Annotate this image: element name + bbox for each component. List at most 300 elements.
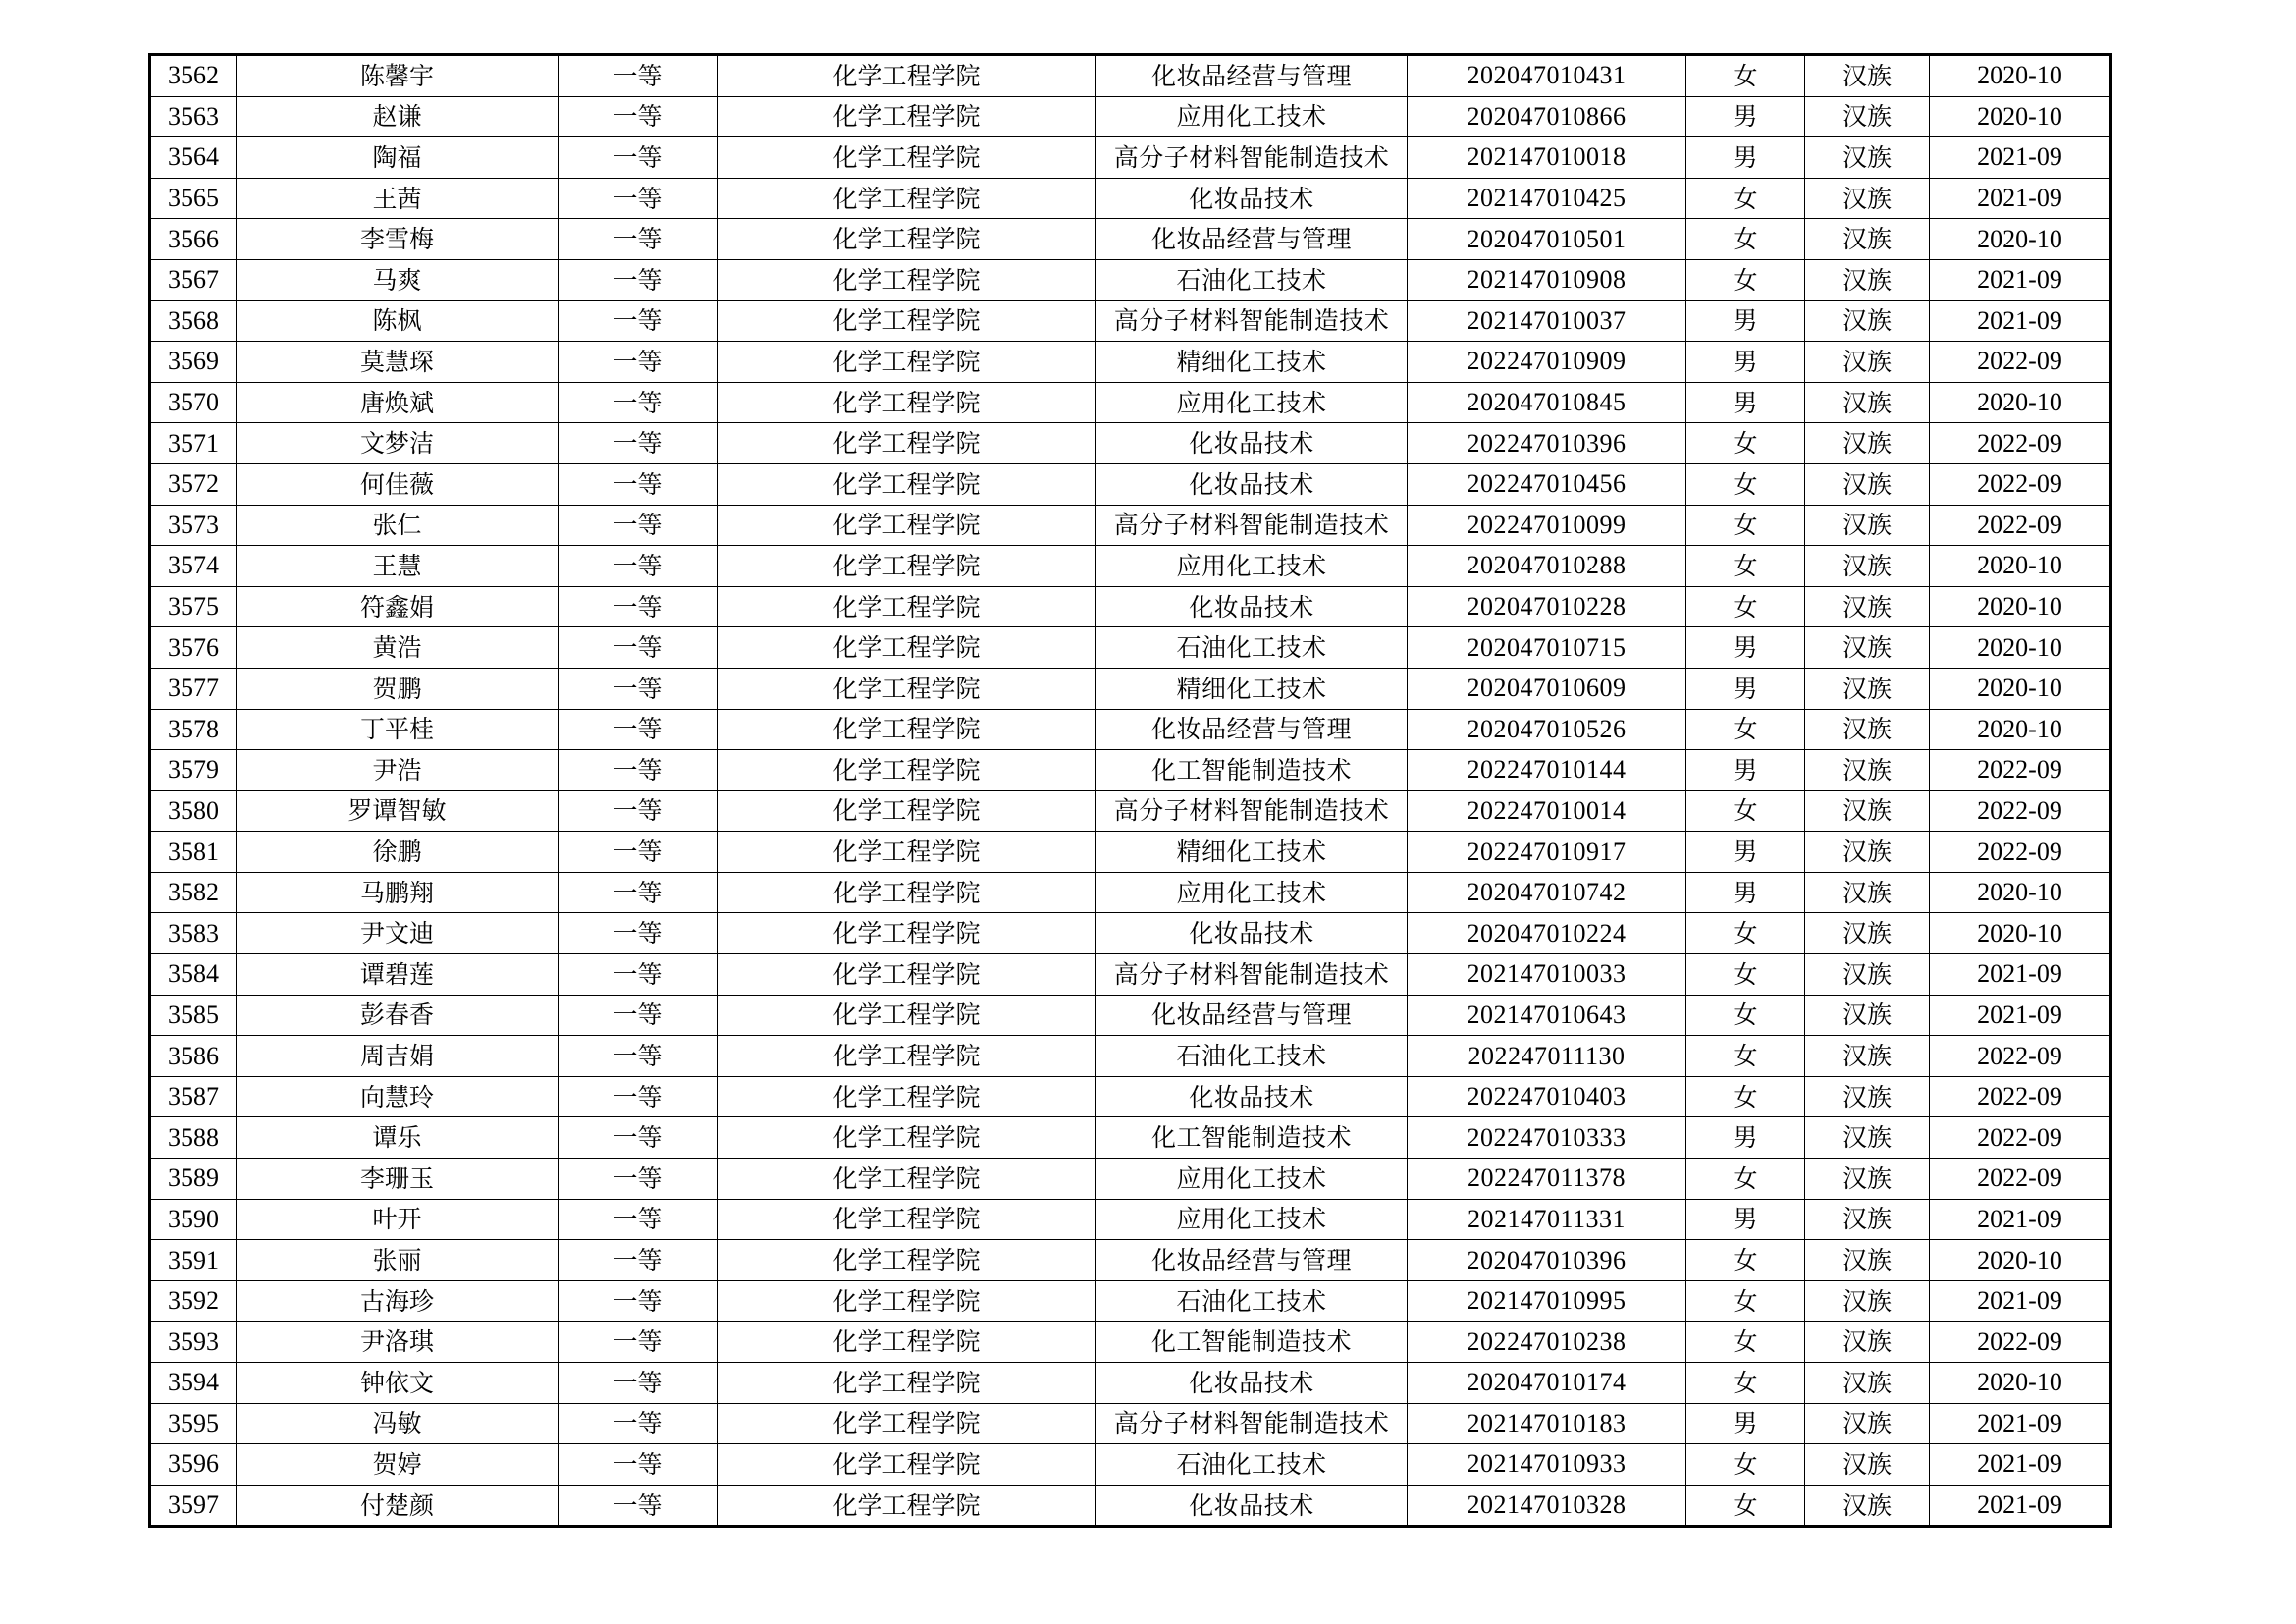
award-level-cell: 一等 [559,995,718,1036]
enrollment-date-cell: 2022-09 [1930,1117,2111,1159]
college-cell: 化学工程学院 [718,96,1096,137]
gender-cell: 女 [1686,709,1805,750]
college-cell: 化学工程学院 [718,423,1096,464]
ethnicity-cell: 汉族 [1805,790,1930,832]
student-id-cell: 202047010715 [1408,627,1686,669]
table-row [150,382,2111,423]
serial-number-cell: 3572 [150,463,237,505]
ethnicity-cell: 汉族 [1805,1199,1930,1240]
serial-number-cell: 3585 [150,995,237,1036]
student-name-cell: 陈馨宇 [237,55,559,97]
student-id-cell: 202047010526 [1408,709,1686,750]
gender-cell: 男 [1686,96,1805,137]
table-row [150,995,2111,1036]
student-id-cell: 202047010396 [1408,1240,1686,1281]
enrollment-date-cell: 2020-10 [1930,913,2111,954]
college-cell: 化学工程学院 [718,546,1096,587]
enrollment-date-cell: 2020-10 [1930,96,2111,137]
student-id-cell: 202247010099 [1408,505,1686,546]
award-level-cell: 一等 [559,913,718,954]
serial-number-cell: 3570 [150,382,237,423]
enrollment-date-cell: 2021-09 [1930,300,2111,342]
table-row [150,300,2111,342]
major-cell: 精细化工技术 [1096,668,1408,709]
table-row [150,55,2111,97]
gender-cell: 男 [1686,300,1805,342]
college-cell: 化学工程学院 [718,709,1096,750]
college-cell: 化学工程学院 [718,1159,1096,1200]
student-id-cell: 202147010183 [1408,1403,1686,1444]
award-level-cell: 一等 [559,1076,718,1117]
enrollment-date-cell: 2021-09 [1930,1444,2111,1486]
enrollment-date-cell: 2022-09 [1930,505,2111,546]
ethnicity-cell: 汉族 [1805,382,1930,423]
gender-cell: 女 [1686,463,1805,505]
serial-number-cell: 3595 [150,1403,237,1444]
award-level-cell: 一等 [559,832,718,873]
gender-cell: 男 [1686,750,1805,791]
table-row [150,463,2111,505]
major-cell: 化妆品技术 [1096,1076,1408,1117]
table-row [150,1322,2111,1363]
student-id-cell: 202047010742 [1408,872,1686,913]
gender-cell: 女 [1686,219,1805,260]
student-name-cell: 张丽 [237,1240,559,1281]
award-level-cell: 一等 [559,1403,718,1444]
ethnicity-cell: 汉族 [1805,1159,1930,1200]
serial-number-cell: 3581 [150,832,237,873]
student-name-cell: 钟依文 [237,1363,559,1404]
enrollment-date-cell: 2020-10 [1930,586,2111,627]
ethnicity-cell: 汉族 [1805,55,1930,97]
gender-cell: 男 [1686,1117,1805,1159]
table-row [150,1280,2111,1322]
enrollment-date-cell: 2020-10 [1930,219,2111,260]
student-id-cell: 202147010933 [1408,1444,1686,1486]
enrollment-date-cell: 2021-09 [1930,954,2111,996]
ethnicity-cell: 汉族 [1805,1322,1930,1363]
student-name-cell: 赵谦 [237,96,559,137]
award-level-cell: 一等 [559,137,718,179]
ethnicity-cell: 汉族 [1805,96,1930,137]
ethnicity-cell: 汉族 [1805,505,1930,546]
student-id-cell: 202047010228 [1408,586,1686,627]
ethnicity-cell: 汉族 [1805,342,1930,383]
major-cell: 精细化工技术 [1096,342,1408,383]
serial-number-cell: 3571 [150,423,237,464]
student-id-cell: 202147010995 [1408,1280,1686,1322]
serial-number-cell: 3583 [150,913,237,954]
student-name-cell: 陶福 [237,137,559,179]
major-cell: 化妆品技术 [1096,1363,1408,1404]
major-cell: 应用化工技术 [1096,1199,1408,1240]
award-level-cell: 一等 [559,55,718,97]
table-row [150,259,2111,300]
serial-number-cell: 3590 [150,1199,237,1240]
college-cell: 化学工程学院 [718,342,1096,383]
student-name-cell: 李雪梅 [237,219,559,260]
table-row [150,668,2111,709]
serial-number-cell: 3593 [150,1322,237,1363]
table-row [150,1363,2111,1404]
student-name-cell: 尹浩 [237,750,559,791]
student-id-cell: 202247010333 [1408,1117,1686,1159]
ethnicity-cell: 汉族 [1805,137,1930,179]
gender-cell: 男 [1686,137,1805,179]
student-name-cell: 贺鹏 [237,668,559,709]
ethnicity-cell: 汉族 [1805,1240,1930,1281]
student-name-cell: 马鹏翔 [237,872,559,913]
award-level-cell: 一等 [559,627,718,669]
serial-number-cell: 3567 [150,259,237,300]
major-cell: 高分子材料智能制造技术 [1096,1403,1408,1444]
enrollment-date-cell: 2022-09 [1930,1159,2111,1200]
student-id-cell: 202247011130 [1408,1036,1686,1077]
student-id-cell: 202247010396 [1408,423,1686,464]
college-cell: 化学工程学院 [718,178,1096,219]
major-cell: 高分子材料智能制造技术 [1096,300,1408,342]
gender-cell: 女 [1686,1036,1805,1077]
serial-number-cell: 3596 [150,1444,237,1486]
gender-cell: 男 [1686,668,1805,709]
gender-cell: 女 [1686,1076,1805,1117]
award-level-cell: 一等 [559,668,718,709]
enrollment-date-cell: 2021-09 [1930,178,2111,219]
gender-cell: 女 [1686,1485,1805,1527]
gender-cell: 女 [1686,546,1805,587]
student-name-cell: 叶开 [237,1199,559,1240]
student-id-cell: 202047010288 [1408,546,1686,587]
table-row [150,1485,2111,1527]
student-id-cell: 202147010425 [1408,178,1686,219]
major-cell: 化妆品经营与管理 [1096,709,1408,750]
enrollment-date-cell: 2022-09 [1930,1322,2111,1363]
serial-number-cell: 3592 [150,1280,237,1322]
enrollment-date-cell: 2021-09 [1930,1403,2111,1444]
award-level-cell: 一等 [559,382,718,423]
table-row [150,137,2111,179]
serial-number-cell: 3586 [150,1036,237,1077]
major-cell: 化妆品技术 [1096,463,1408,505]
ethnicity-cell: 汉族 [1805,913,1930,954]
ethnicity-cell: 汉族 [1805,1363,1930,1404]
enrollment-date-cell: 2021-09 [1930,1485,2111,1527]
ethnicity-cell: 汉族 [1805,709,1930,750]
ethnicity-cell: 汉族 [1805,259,1930,300]
college-cell: 化学工程学院 [718,463,1096,505]
major-cell: 化妆品技术 [1096,1485,1408,1527]
college-cell: 化学工程学院 [718,586,1096,627]
major-cell: 高分子材料智能制造技术 [1096,137,1408,179]
student-id-cell: 202247010403 [1408,1076,1686,1117]
serial-number-cell: 3579 [150,750,237,791]
student-name-cell: 古海珍 [237,1280,559,1322]
serial-number-cell: 3577 [150,668,237,709]
table-row [150,96,2111,137]
ethnicity-cell: 汉族 [1805,586,1930,627]
student-name-cell: 彭春香 [237,995,559,1036]
major-cell: 化工智能制造技术 [1096,750,1408,791]
student-id-cell: 202047010609 [1408,668,1686,709]
award-level-cell: 一等 [559,586,718,627]
ethnicity-cell: 汉族 [1805,668,1930,709]
serial-number-cell: 3582 [150,872,237,913]
gender-cell: 女 [1686,1159,1805,1200]
serial-number-cell: 3569 [150,342,237,383]
major-cell: 高分子材料智能制造技术 [1096,790,1408,832]
college-cell: 化学工程学院 [718,1403,1096,1444]
student-name-cell: 黄浩 [237,627,559,669]
serial-number-cell: 3589 [150,1159,237,1200]
table-row [150,790,2111,832]
college-cell: 化学工程学院 [718,505,1096,546]
college-cell: 化学工程学院 [718,995,1096,1036]
major-cell: 应用化工技术 [1096,1159,1408,1200]
college-cell: 化学工程学院 [718,137,1096,179]
ethnicity-cell: 汉族 [1805,750,1930,791]
gender-cell: 女 [1686,954,1805,996]
serial-number-cell: 3564 [150,137,237,179]
award-level-cell: 一等 [559,790,718,832]
enrollment-date-cell: 2022-09 [1930,832,2111,873]
gender-cell: 女 [1686,586,1805,627]
award-level-cell: 一等 [559,546,718,587]
student-id-cell: 202047010431 [1408,55,1686,97]
student-id-cell: 202147010033 [1408,954,1686,996]
table-row [150,1240,2111,1281]
table-row [150,832,2111,873]
enrollment-date-cell: 2021-09 [1930,1280,2111,1322]
college-cell: 化学工程学院 [718,1280,1096,1322]
enrollment-date-cell: 2022-09 [1930,463,2111,505]
college-cell: 化学工程学院 [718,1363,1096,1404]
college-cell: 化学工程学院 [718,1240,1096,1281]
student-name-cell: 罗谭智敏 [237,790,559,832]
ethnicity-cell: 汉族 [1805,995,1930,1036]
gender-cell: 女 [1686,1444,1805,1486]
table-row [150,750,2111,791]
student-id-cell: 202047010501 [1408,219,1686,260]
gender-cell: 女 [1686,1240,1805,1281]
serial-number-cell: 3594 [150,1363,237,1404]
major-cell: 化妆品技术 [1096,913,1408,954]
enrollment-date-cell: 2022-09 [1930,1076,2111,1117]
award-level-cell: 一等 [559,342,718,383]
student-name-cell: 谭乐 [237,1117,559,1159]
student-id-cell: 202047010845 [1408,382,1686,423]
award-level-cell: 一等 [559,750,718,791]
award-level-cell: 一等 [559,1444,718,1486]
table-row [150,1159,2111,1200]
gender-cell: 男 [1686,832,1805,873]
major-cell: 石油化工技术 [1096,1444,1408,1486]
college-cell: 化学工程学院 [718,219,1096,260]
major-cell: 化妆品经营与管理 [1096,1240,1408,1281]
award-level-cell: 一等 [559,1485,718,1527]
enrollment-date-cell: 2020-10 [1930,1240,2111,1281]
table-row [150,954,2111,996]
table-row [150,586,2111,627]
gender-cell: 女 [1686,259,1805,300]
student-name-cell: 王茜 [237,178,559,219]
enrollment-date-cell: 2022-09 [1930,1036,2111,1077]
major-cell: 化工智能制造技术 [1096,1322,1408,1363]
ethnicity-cell: 汉族 [1805,219,1930,260]
college-cell: 化学工程学院 [718,300,1096,342]
award-level-cell: 一等 [559,1363,718,1404]
table-row [150,913,2111,954]
award-level-cell: 一等 [559,1240,718,1281]
college-cell: 化学工程学院 [718,750,1096,791]
major-cell: 化妆品技术 [1096,423,1408,464]
enrollment-date-cell: 2020-10 [1930,546,2111,587]
student-name-cell: 陈枫 [237,300,559,342]
college-cell: 化学工程学院 [718,627,1096,669]
enrollment-date-cell: 2021-09 [1930,995,2111,1036]
college-cell: 化学工程学院 [718,1444,1096,1486]
student-name-cell: 冯敏 [237,1403,559,1444]
table-row [150,342,2111,383]
ethnicity-cell: 汉族 [1805,1403,1930,1444]
college-cell: 化学工程学院 [718,954,1096,996]
ethnicity-cell: 汉族 [1805,1117,1930,1159]
award-level-cell: 一等 [559,259,718,300]
table-row [150,178,2111,219]
major-cell: 应用化工技术 [1096,96,1408,137]
college-cell: 化学工程学院 [718,1199,1096,1240]
table-row [150,546,2111,587]
gender-cell: 男 [1686,627,1805,669]
ethnicity-cell: 汉族 [1805,463,1930,505]
major-cell: 化妆品技术 [1096,586,1408,627]
award-level-cell: 一等 [559,1280,718,1322]
student-name-cell: 周吉娟 [237,1036,559,1077]
table-row [150,872,2111,913]
gender-cell: 女 [1686,423,1805,464]
major-cell: 高分子材料智能制造技术 [1096,505,1408,546]
student-id-cell: 202047010866 [1408,96,1686,137]
student-id-cell: 202247010456 [1408,463,1686,505]
enrollment-date-cell: 2021-09 [1930,259,2111,300]
college-cell: 化学工程学院 [718,1322,1096,1363]
college-cell: 化学工程学院 [718,832,1096,873]
ethnicity-cell: 汉族 [1805,1485,1930,1527]
gender-cell: 女 [1686,913,1805,954]
table-row [150,423,2111,464]
gender-cell: 男 [1686,1199,1805,1240]
award-level-cell: 一等 [559,505,718,546]
enrollment-date-cell: 2022-09 [1930,790,2111,832]
award-level-cell: 一等 [559,872,718,913]
gender-cell: 男 [1686,872,1805,913]
student-id-cell: 202147010328 [1408,1485,1686,1527]
student-id-cell: 202147010018 [1408,137,1686,179]
award-level-cell: 一等 [559,423,718,464]
student-name-cell: 文梦洁 [237,423,559,464]
serial-number-cell: 3580 [150,790,237,832]
table-row [150,627,2111,669]
college-cell: 化学工程学院 [718,872,1096,913]
enrollment-date-cell: 2020-10 [1930,668,2111,709]
serial-number-cell: 3591 [150,1240,237,1281]
major-cell: 化妆品经营与管理 [1096,219,1408,260]
major-cell: 应用化工技术 [1096,382,1408,423]
serial-number-cell: 3578 [150,709,237,750]
major-cell: 石油化工技术 [1096,259,1408,300]
serial-number-cell: 3574 [150,546,237,587]
student-id-cell: 202147010643 [1408,995,1686,1036]
student-name-cell: 丁平桂 [237,709,559,750]
ethnicity-cell: 汉族 [1805,627,1930,669]
college-cell: 化学工程学院 [718,1036,1096,1077]
student-name-cell: 张仁 [237,505,559,546]
college-cell: 化学工程学院 [718,382,1096,423]
ethnicity-cell: 汉族 [1805,872,1930,913]
table-row [150,1403,2111,1444]
major-cell: 石油化工技术 [1096,627,1408,669]
student-id-cell: 202247010144 [1408,750,1686,791]
ethnicity-cell: 汉族 [1805,546,1930,587]
gender-cell: 女 [1686,1322,1805,1363]
enrollment-date-cell: 2022-09 [1930,342,2111,383]
gender-cell: 男 [1686,1403,1805,1444]
enrollment-date-cell: 2021-09 [1930,1199,2111,1240]
student-name-cell: 唐焕斌 [237,382,559,423]
ethnicity-cell: 汉族 [1805,1444,1930,1486]
student-id-cell: 202247010014 [1408,790,1686,832]
award-level-cell: 一等 [559,178,718,219]
major-cell: 化妆品技术 [1096,178,1408,219]
student-id-cell: 202047010224 [1408,913,1686,954]
student-name-cell: 马爽 [237,259,559,300]
serial-number-cell: 3568 [150,300,237,342]
student-id-cell: 202247010909 [1408,342,1686,383]
table-row [150,219,2111,260]
award-level-cell: 一等 [559,1159,718,1200]
gender-cell: 女 [1686,1363,1805,1404]
student-name-cell: 莫慧琛 [237,342,559,383]
serial-number-cell: 3587 [150,1076,237,1117]
ethnicity-cell: 汉族 [1805,178,1930,219]
ethnicity-cell: 汉族 [1805,300,1930,342]
major-cell: 应用化工技术 [1096,546,1408,587]
award-level-cell: 一等 [559,709,718,750]
major-cell: 化妆品经营与管理 [1096,995,1408,1036]
enrollment-date-cell: 2020-10 [1930,709,2111,750]
award-level-cell: 一等 [559,1322,718,1363]
college-cell: 化学工程学院 [718,790,1096,832]
student-name-cell: 李珊玉 [237,1159,559,1200]
award-level-cell: 一等 [559,300,718,342]
student-name-cell: 付楚颜 [237,1485,559,1527]
student-id-cell: 202147010037 [1408,300,1686,342]
award-level-cell: 一等 [559,1199,718,1240]
major-cell: 精细化工技术 [1096,832,1408,873]
enrollment-date-cell: 2021-09 [1930,137,2111,179]
table-row [150,505,2111,546]
table-row [150,709,2111,750]
gender-cell: 女 [1686,55,1805,97]
serial-number-cell: 3597 [150,1485,237,1527]
student-id-cell: 202247010238 [1408,1322,1686,1363]
college-cell: 化学工程学院 [718,55,1096,97]
serial-number-cell: 3584 [150,954,237,996]
serial-number-cell: 3562 [150,55,237,97]
student-id-cell: 202047010174 [1408,1363,1686,1404]
ethnicity-cell: 汉族 [1805,954,1930,996]
gender-cell: 女 [1686,178,1805,219]
student-name-cell: 符鑫娟 [237,586,559,627]
